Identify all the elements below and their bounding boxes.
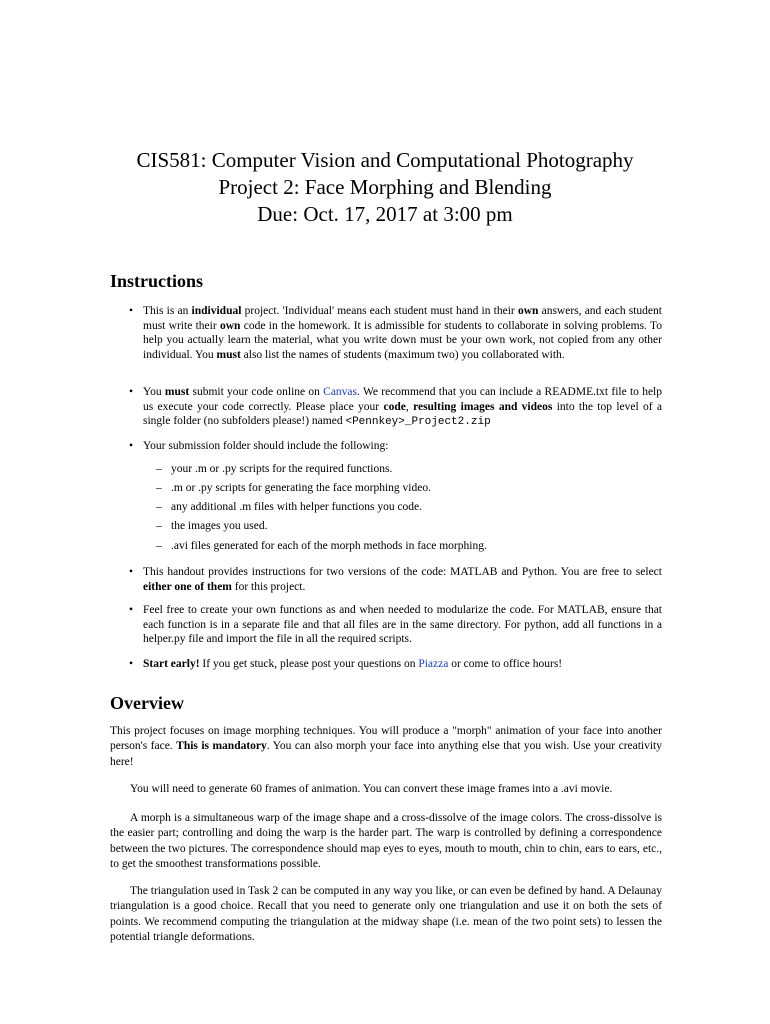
text: any additional .m files with helper functions you code.	[171, 501, 423, 514]
text: your .m or .py scripts for the required functions.	[171, 462, 393, 475]
sub-item	[143, 519, 662, 534]
text: code in the homework. It is admissible for students to collaborate in solving problems. To help you actually learn the material, what you write down must be your own work, not copied from any other individual. You	[143, 319, 662, 361]
text: also list the names of students (maximum two) you collaborated with.	[240, 348, 565, 361]
piazza-link[interactable]: Piazza	[418, 658, 449, 670]
emphasis: must	[216, 348, 241, 361]
bullet-icon: •	[129, 658, 134, 670]
overview-heading: Overview	[110, 693, 184, 713]
overview-paragraph-4: The triangulation used in Task 2 can be computed in any way you like, or can even be defined by hand. A Delaunay triangulation is a good choice. Recall that you need to generate only one triangulation and use it on both the sets of points. We recommend computing the triangulation at the midway shape (i.e. mean of the two point sets) to lessen the potential triangle deformations.	[110, 885, 662, 944]
emphasis: code	[383, 400, 406, 413]
dash-icon: –	[156, 481, 162, 494]
bullet-icon: •	[129, 604, 134, 616]
text: into the top level of a single folder (no subfolders please!) named	[143, 400, 663, 428]
overview-paragraph-1	[110, 724, 662, 770]
text: for this project.	[231, 580, 306, 593]
bullet-icon: •	[129, 386, 134, 398]
text: If you get stuck, please post your questions on	[199, 658, 419, 670]
text: You	[143, 386, 165, 398]
instructions-list-2	[110, 385, 662, 430]
list-item-versions	[110, 565, 662, 594]
bullet-icon: •	[129, 566, 134, 578]
list-item-submission-folder	[110, 439, 662, 553]
emphasis: own	[517, 305, 539, 317]
canvas-link[interactable]: Canvas	[323, 386, 358, 398]
emphasis: must	[164, 386, 190, 398]
title-block	[0, 147, 770, 228]
list-item-individual	[110, 304, 662, 362]
project-title: Project 2: Face Morphing and Blending	[218, 175, 552, 199]
bullet-icon: •	[129, 440, 134, 452]
emphasis: own	[219, 319, 241, 332]
list-item-functions	[110, 603, 662, 647]
text: submit your code online on	[189, 386, 324, 398]
sub-item	[143, 539, 662, 554]
text: . We recommend that you can include a README.txt file to help us execute your code correctly. Please place your	[143, 386, 662, 413]
sub-item	[143, 462, 662, 477]
text: This handout provides instructions for two versions of the code: MATLAB and Python. You are free to select	[143, 566, 662, 578]
instructions-list-4	[110, 565, 662, 594]
text: ,	[405, 400, 414, 413]
text: .m or .py scripts for generating the face morphing video.	[171, 481, 431, 494]
text: . You can also morph your face into anything else that you wish. Use your creativity here!	[110, 740, 663, 768]
dash-icon: –	[156, 520, 162, 533]
emphasis: Start early!	[143, 658, 200, 670]
dash-icon: –	[156, 501, 162, 514]
text: Feel free to create your own functions as and when needed to modularize the code. For MATLAB, ensure that each function is in a separate file and that all files are in the same directory. For python, add all functions in a helper.py file and import the file in all the required scripts.	[143, 604, 662, 646]
overview-paragraph-2: You will need to generate 60 frames of animation. You can convert these image frames into a .avi movie.	[130, 783, 613, 795]
dash-icon: –	[156, 462, 162, 475]
course-title: CIS581: Computer Vision and Computational Photography	[136, 148, 634, 172]
text: Your submission folder should include the following:	[143, 440, 389, 452]
instructions-list-6	[110, 657, 662, 672]
sub-item	[143, 500, 662, 515]
text: project. 'Individual' means each student must hand in their	[241, 305, 518, 317]
text: .avi files generated for each of the morph methods in face morphing.	[171, 539, 487, 552]
zip-filename: <Pennkey>_Project2.zip	[345, 416, 491, 429]
list-item-submit	[110, 385, 662, 430]
text: the images you used.	[171, 520, 268, 533]
submission-sublist	[143, 462, 662, 554]
instructions-list-5	[110, 603, 662, 647]
text: or come to office hours!	[448, 658, 563, 670]
bullet-icon: •	[129, 305, 134, 317]
emphasis: resulting images and videos	[413, 400, 553, 413]
overview-paragraph-3: A morph is a simultaneous warp of the image shape and a cross-dissolve of the image colors. The cross-dissolve is the easier part; controlling and doing the warp is the harder part. The warp is controlled by defining a correspondence between the two pictures. The correspondence should map eyes to eyes, mouth to mouth, chin to chin, ears to ears, etc., to get the smoothest transformations possible.	[110, 812, 662, 871]
text: This project focuses on image morphing techniques. You will produce a "morph" animation of your face into another person's face.	[110, 725, 662, 753]
sub-item	[143, 481, 662, 496]
list-item-start-early	[110, 657, 662, 672]
emphasis: individual	[191, 305, 242, 317]
emphasis: This is mandatory	[176, 740, 267, 753]
dash-icon: –	[156, 539, 162, 552]
due-date: Due: Oct. 17, 2017 at 3:00 pm	[257, 202, 513, 226]
text: This is an	[143, 305, 192, 317]
instructions-heading: Instructions	[110, 271, 204, 291]
instructions-list	[110, 304, 662, 362]
text: answers, and each student must write their	[143, 305, 662, 332]
emphasis: either one of them	[143, 580, 232, 593]
instructions-list-3	[110, 439, 662, 553]
